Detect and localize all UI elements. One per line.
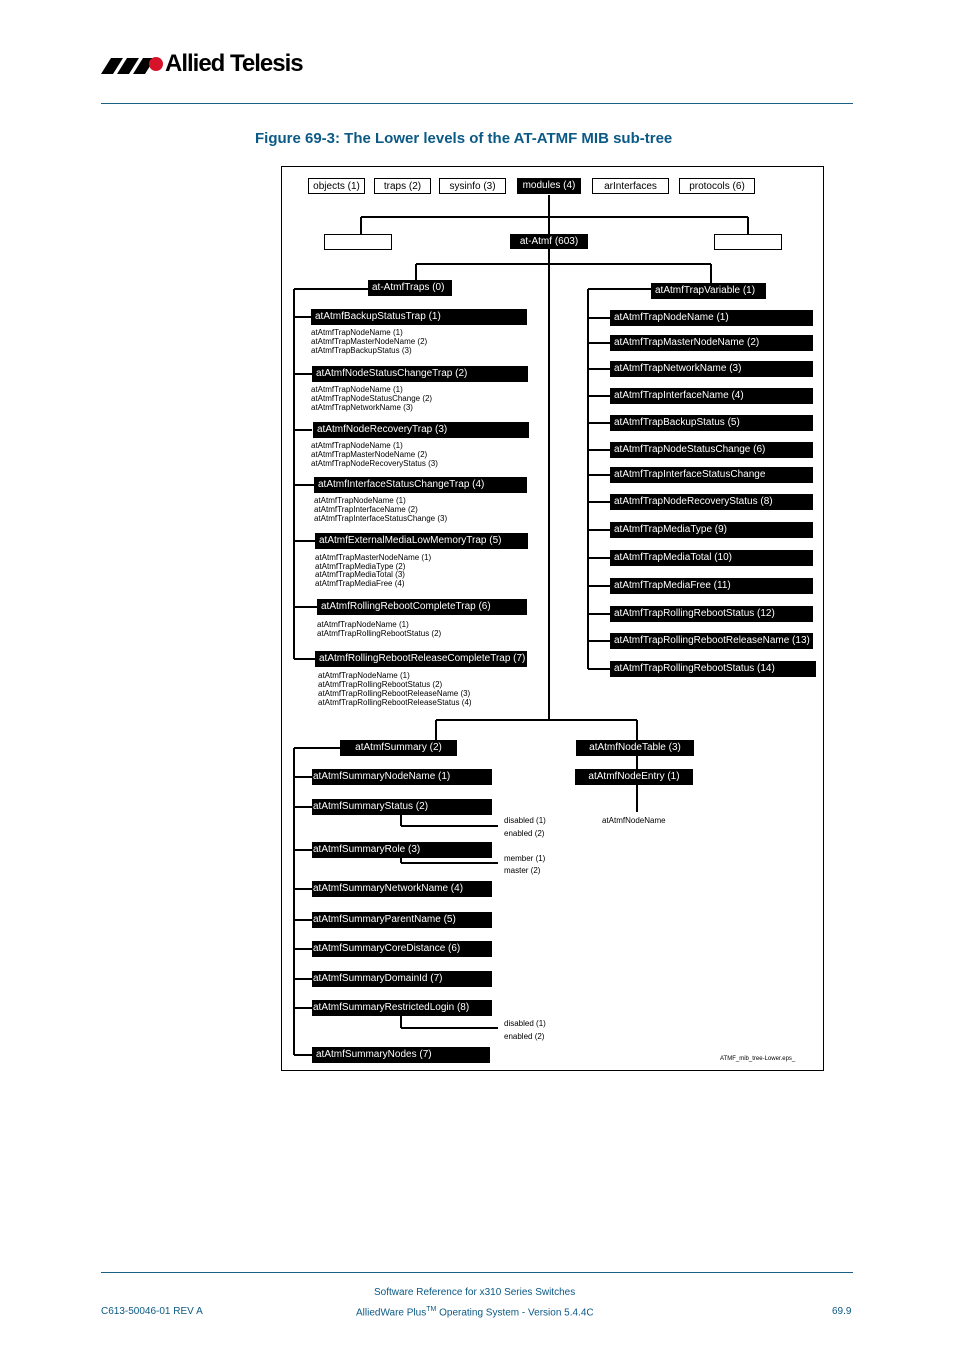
node-at-atmf: at-Atmf (603) [510, 234, 588, 249]
footer-book-title: Software Reference for x310 Series Switches [374, 1287, 576, 1298]
trap-3: atAtmfNodeRecoveryTrap (3) [313, 422, 529, 438]
trap-6: atAtmfRollingRebootCompleteTrap (6) [317, 599, 527, 615]
trap-3-vars: atAtmfTrapNodeName (1) atAtmfTrapMasterNodeName (2) atAtmfTrapNodeRecoveryStatus (3) [311, 441, 438, 468]
trapvar-8: atAtmfTrapNodeRecoveryStatus (8) [610, 494, 813, 510]
trap-5: atAtmfExternalMediaLowMemoryTrap (5) [315, 533, 528, 549]
node-arinterfaces: arInterfaces [592, 178, 669, 194]
allied-telesis-logo [101, 50, 303, 81]
footer-doc-id: C613-50046-01 REV A [101, 1306, 203, 1317]
trapvar-12: atAtmfTrapRollingRebootStatus (12) [610, 606, 813, 622]
logo-mark-icon [101, 52, 165, 76]
trap-2: atAtmfNodeStatusChangeTrap (2) [312, 366, 528, 382]
trapvar-2: atAtmfTrapMasterNodeName (2) [610, 335, 813, 351]
trapvar-1: atAtmfTrapNodeName (1) [610, 310, 813, 326]
trapvar-9: atAtmfTrapMediaType (9) [610, 522, 813, 538]
node-modules: modules (4) [517, 178, 581, 194]
trap-7-vars: atAtmfTrapNodeName (1) atAtmfTrapRollingRebootStatus (2) atAtmfTrapRollingRebootReleaseName (3) atAtmfTrapRollingRebootReleaseStatus (4) [318, 671, 472, 707]
node-blank-left [324, 234, 392, 250]
summary-5: atAtmfSummaryParentName (5) [312, 912, 492, 928]
trapvar-5: atAtmfTrapBackupStatus (5) [610, 415, 813, 431]
node-atmf-node-entry: atAtmfNodeEntry (1) [575, 769, 693, 785]
node-objects: objects (1) [308, 178, 365, 194]
trap-6-vars: atAtmfTrapNodeName (1) atAtmfTrapRollingRebootStatus (2) [317, 620, 442, 638]
login-values: disabled (1) enabled (2) [504, 1019, 546, 1041]
summary-6: atAtmfSummaryCoreDistance (6) [312, 941, 492, 957]
logo-text: Allied Telesis [165, 50, 303, 77]
footer-os-version: AlliedWare Plus™ Operating System - Version 5.4.4C [356, 1306, 594, 1319]
figure-file-label: ATMF_mib_tree-Lower.eps_ [720, 1056, 796, 1062]
status-values: disabled (1) enabled (2) [504, 816, 546, 838]
trap-1-vars: atAtmfTrapNodeName (1) atAtmfTrapMasterNodeName (2) atAtmfTrapBackupStatus (3) [311, 328, 428, 355]
node-traps: traps (2) [374, 178, 431, 194]
header-rule [101, 103, 853, 104]
trap-4: atAtmfInterfaceStatusChangeTrap (4) [314, 477, 527, 493]
summary-7: atAtmfSummaryDomainId (7) [312, 971, 492, 987]
trapvar-10: atAtmfTrapMediaTotal (10) [610, 550, 813, 566]
summary-1: atAtmfSummaryNodeName (1) [312, 769, 492, 785]
trap-2-vars: atAtmfTrapNodeName (1) atAtmfTrapNodeStatusChange (2) atAtmfTrapNetworkName (3) [311, 385, 433, 412]
node-name-column: atAtmfNodeName [602, 816, 666, 825]
trapvar-13: atAtmfTrapRollingRebootReleaseName (13) [610, 633, 813, 649]
node-sysinfo: sysinfo (3) [439, 178, 506, 194]
node-trap-variable: atAtmfTrapVariable (1) [651, 283, 766, 299]
node-protocols: protocols (6) [679, 178, 755, 194]
summary-9: atAtmfSummaryNodes (7) [312, 1047, 490, 1063]
trapvar-14: atAtmfTrapRollingRebootStatus (14) [610, 661, 816, 677]
trapvar-4: atAtmfTrapInterfaceName (4) [610, 388, 813, 404]
trap-7: atAtmfRollingRebootReleaseCompleteTrap (7) [315, 651, 527, 667]
trap-5-vars: atAtmfTrapMasterNodeName (1) atAtmfTrapMediaType (2) atAtmfTrapMediaTotal (3) atAtmfTrapMediaFree (4) [315, 553, 432, 588]
node-atmf-summary: atAtmfSummary (2) [340, 740, 457, 756]
summary-2: atAtmfSummaryStatus (2) [312, 799, 492, 815]
summary-3: atAtmfSummaryRole (3) [312, 842, 492, 858]
summary-4: atAtmfSummaryNetworkName (4) [312, 881, 492, 897]
node-atmf-node-table: atAtmfNodeTable (3) [576, 740, 694, 756]
trap-1: atAtmfBackupStatusTrap (1) [311, 309, 527, 325]
trap-4-vars: atAtmfTrapNodeName (1) atAtmfTrapInterfaceName (2) atAtmfTrapInterfaceStatusChange (3) [314, 496, 448, 523]
trapvar-11: atAtmfTrapMediaFree (11) [610, 578, 813, 594]
footer-page-number: 69.9 [832, 1306, 852, 1317]
summary-8: atAtmfSummaryRestrictedLogin (8) [312, 1000, 492, 1016]
footer-rule [101, 1272, 853, 1273]
trapvar-3: atAtmfTrapNetworkName (3) [610, 361, 813, 377]
figure-title: Figure 69-3: The Lower levels of the AT-ATMF MIB sub-tree [255, 130, 673, 147]
trapvar-6: atAtmfTrapNodeStatusChange (6) [610, 442, 813, 458]
mib-tree-diagram [281, 166, 824, 1071]
node-atmf-traps: at-AtmfTraps (0) [368, 280, 452, 296]
node-blank-right [714, 234, 782, 250]
role-values: member (1) master (2) [504, 854, 546, 875]
trapvar-7: atAtmfTrapInterfaceStatusChange [610, 467, 813, 483]
